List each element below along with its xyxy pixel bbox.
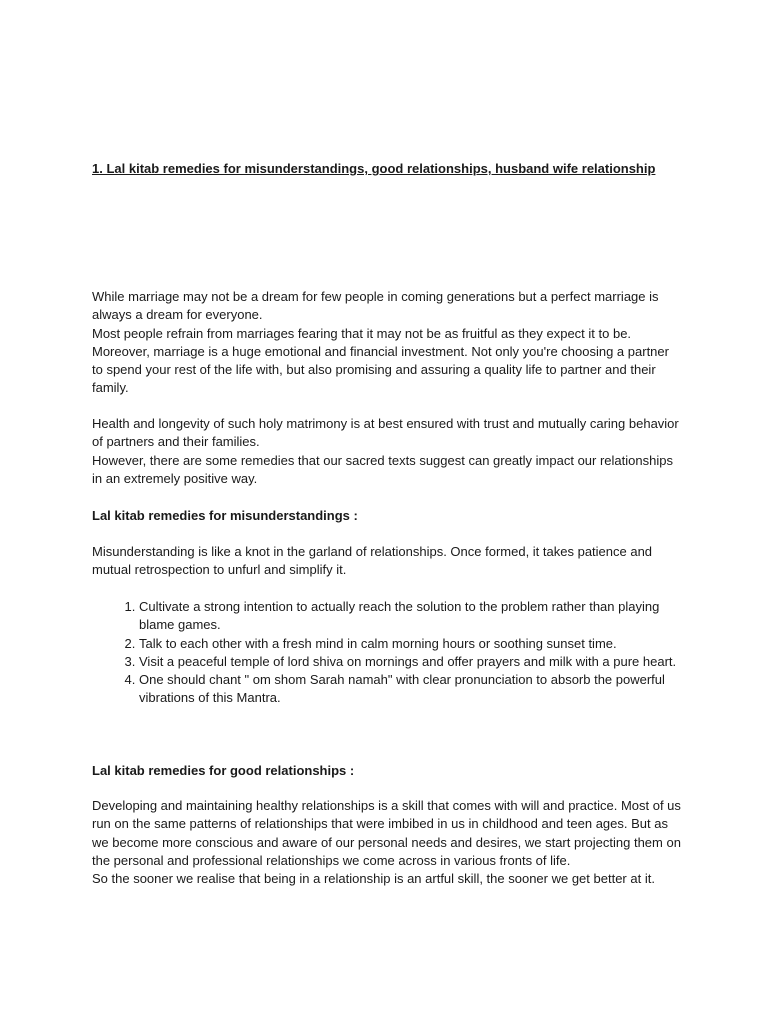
misunderstandings-heading: Lal kitab remedies for misunderstandings : bbox=[92, 508, 358, 523]
intro-paragraph-1: While marriage may not be a dream for few people in coming generations but a perfect marriage is always a dream for everyone. bbox=[92, 289, 659, 323]
intro-section bbox=[92, 288, 682, 398]
good-relationships-section bbox=[92, 797, 682, 888]
list-item: 4. One should chant " om shom Sarah namah" with clear pronunciation to absorb the powerful vibrations of this Mantra. bbox=[139, 671, 682, 708]
good-relationships-heading: Lal kitab remedies for good relationships : bbox=[92, 763, 355, 778]
list-item: 1. Cultivate a strong intention to actually reach the solution to the problem rather than playing blame games. bbox=[139, 598, 682, 635]
list-item: 3. Visit a peaceful temple of lord shiva on mornings and offer prayers and milk with a pure heart. bbox=[139, 653, 682, 671]
good-relationships-paragraph-2: So the sooner we realise that being in a relationship is an artful skill, the sooner we get better at it. bbox=[92, 871, 655, 887]
misunderstandings-text: Misunderstanding is like a knot in the garland of relationships. Once formed, it takes patience and mutual retrospection to unfurl and simplify it. bbox=[92, 544, 653, 578]
health-paragraph-2: However, there are some remedies that our sacred texts suggest can greatly impact our relationships in an extremely positive way. bbox=[92, 452, 673, 486]
health-paragraph-1: Health and longevity of such holy matrimony is at best ensured with trust and mutually caring behavior of partners and their families. bbox=[92, 416, 679, 450]
intro-paragraph-2: Most people refrain from marriages fearing that it may not be as fruitful as they expect it to be. Moreover, marriage is a huge emotional and financial investment. Not only you're choosing a partner to spend your rest of the life with, but also promising and assuring a quality life to partner and their family. bbox=[92, 325, 669, 396]
document-title: 1. Lal kitab remedies for misunderstandings, good relationships, husband wife relationship bbox=[92, 161, 656, 176]
remedies-list bbox=[92, 598, 682, 708]
health-section bbox=[92, 415, 682, 488]
list-item: 2. Talk to each other with a fresh mind in calm morning hours or soothing sunset time. bbox=[139, 635, 682, 653]
good-relationships-paragraph-1: Developing and maintaining healthy relationships is a skill that comes with will and practice. Most of us run on the same patterns of relationships that were imbibed in us in childhood and teen ages. But as we become more conscious and aware of our personal needs and desires, we start projecting them on the personal and professional relationships we come across in various fronts of life. bbox=[92, 798, 681, 868]
remedies-list-section bbox=[92, 598, 682, 708]
